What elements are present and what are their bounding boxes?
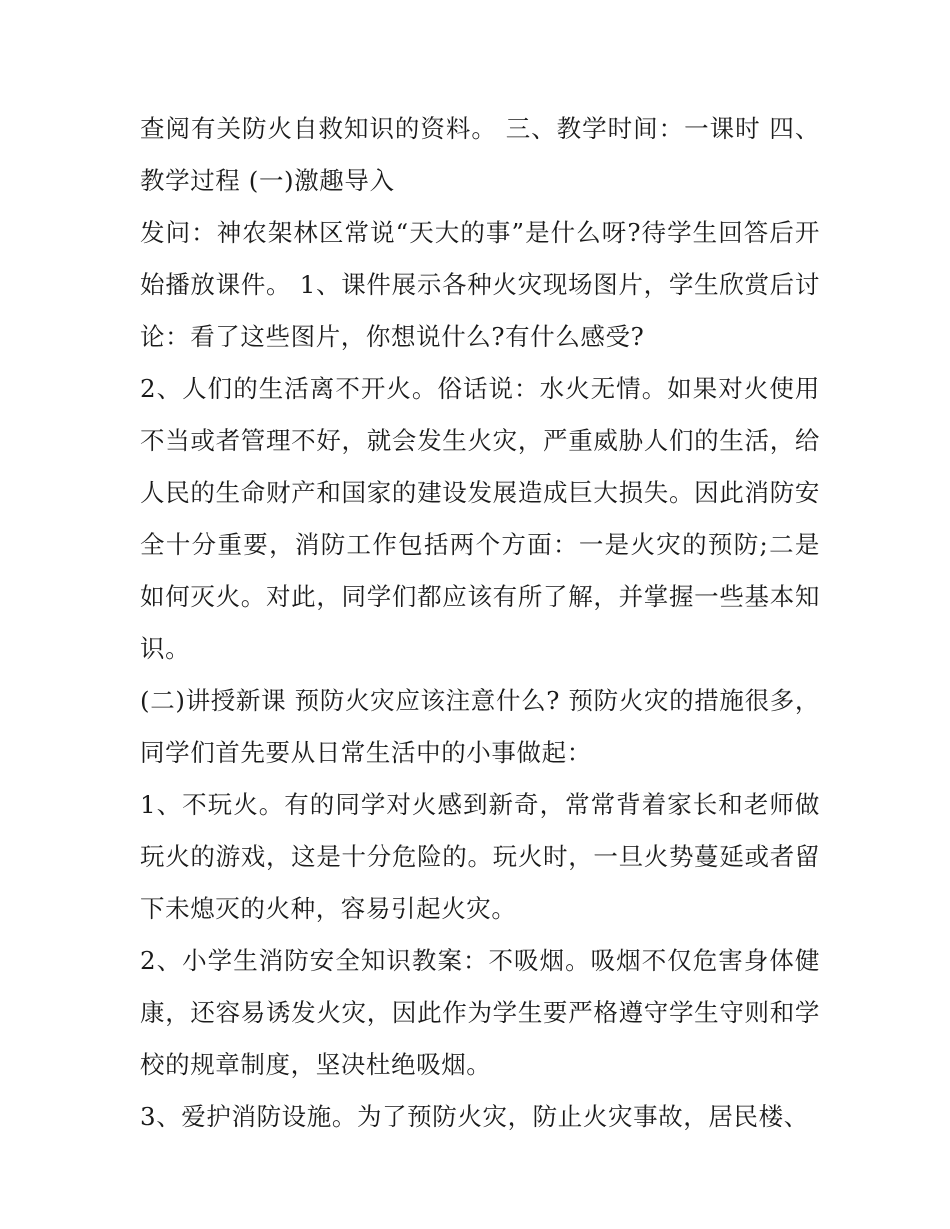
paragraph-fire-importance: 2、人们的生活离不开火。俗话说：水火无情。如果对火使用不当或者管理不好，就会发生火灾，严重威胁人们的生活，给人民的生命财产和国家的建设发展造成巨大损失。因此消防安全十分重要，消防工作包括两个方面：一是火灾的预防;二是如何灭火。对此，同学们都应该有所了解，并掌握一些基本知识。 [140, 374, 820, 663]
document-page [140, 103, 820, 1143]
paragraph-no-playing-fire: 1、不玩火。有的同学对火感到新奇，常常背着家长和老师做玩火的游戏，这是十分危险的。玩火时，一旦火势蔓延或者留下未熄灭的火种，容易引起火灾。 [140, 790, 820, 923]
paragraph-protect-facilities: 3、爱护消防设施。为了预防火灾，防止火灾事故，居民楼、 [140, 1102, 809, 1131]
paragraph-intro-materials: 查阅有关防火自救知识的资料。 三、教学时间：一课时 四、教学过程 (一)激趣导入 [140, 114, 820, 195]
paragraph-no-smoking: 2、小学生消防安全知识教案：不吸烟。吸烟不仅危害身体健康，还容易诱发火灾，因此作为学生要严格遵守学生守则和学校的规章制度，坚决杜绝吸烟。 [140, 946, 820, 1079]
paragraph-question-courseware: 发问：神农架林区常说“天大的事”是什么呀?待学生回答后开始播放课件。 1、课件展示各种火灾现场图片，学生欣赏后讨论：看了这些图片，你想说什么?有什么感受? [140, 218, 820, 351]
paragraph-new-lesson: (二)讲授新课 预防火灾应该注意什么? 预防火灾的措施很多，同学们首先要从日常生活中的小事做起： [140, 686, 820, 767]
